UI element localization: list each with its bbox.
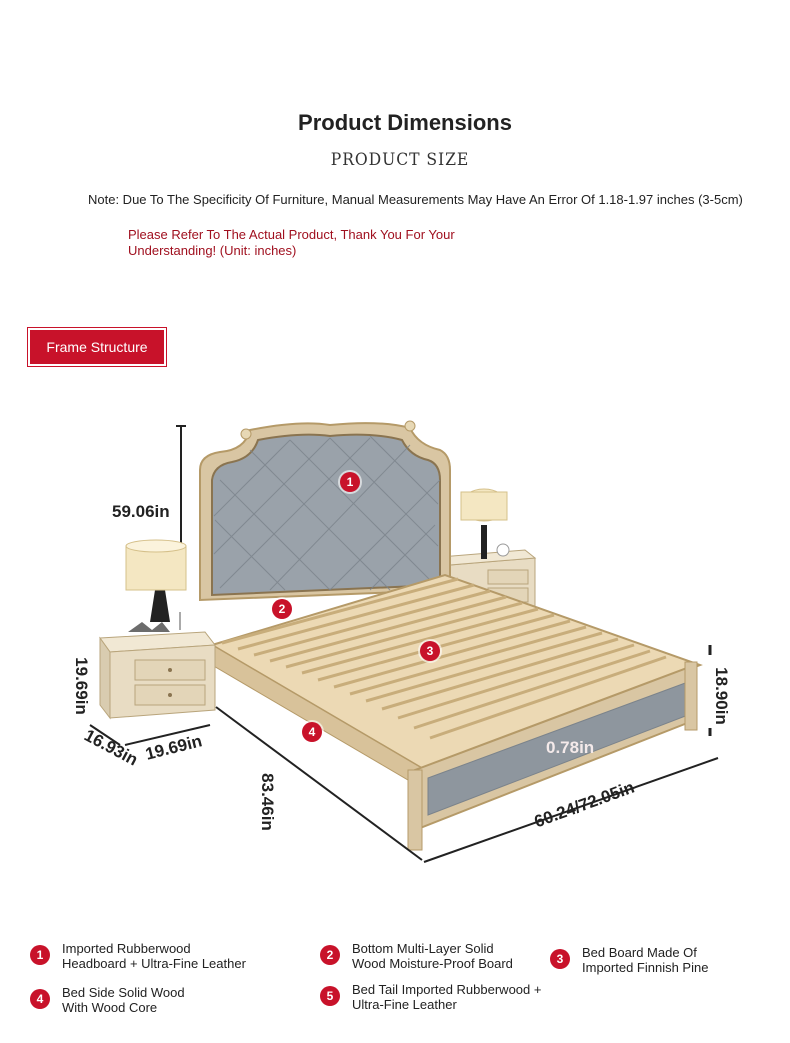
legend-5-line-2: Ultra-Fine Leather	[352, 997, 457, 1012]
legend-item-5	[320, 982, 541, 1012]
page-title: Product Dimensions	[298, 110, 512, 135]
nightstand-depth-label: 16.93in	[81, 725, 141, 770]
marker-1: 1	[340, 472, 360, 492]
legend-marker-3: 3	[550, 949, 570, 969]
marker-3: 3	[420, 641, 440, 661]
reference-note-line-2: Understanding! (Unit: inches)	[128, 243, 297, 258]
legend-3-line-2: Imported Finnish Pine	[582, 960, 709, 975]
legend-marker-4: 4	[30, 989, 50, 1009]
headboard	[200, 421, 450, 600]
footboard-height-label: 18.90in	[711, 667, 731, 725]
legend-item-2	[320, 941, 513, 971]
legend-marker-2: 2	[320, 945, 340, 965]
nightstand-width-label: 19.69in	[143, 731, 204, 764]
legend-2-line-2: Wood Moisture-Proof Board	[352, 956, 513, 971]
marker-2: 2	[272, 599, 292, 619]
headboard-height-label: 59.06in	[112, 502, 170, 521]
frame-structure-label: Frame Structure	[30, 330, 164, 364]
left-nightstand	[100, 540, 215, 718]
bed-width-label: 60.24/72.05in	[531, 777, 637, 832]
legend-2-line-1: Bottom Multi-Layer Solid	[352, 941, 494, 956]
bed-illustration	[0, 400, 790, 900]
legend-5-line-1: Bed Tail Imported Rubberwood +	[352, 982, 542, 997]
frame-structure-button[interactable]	[27, 327, 167, 367]
legend-item-3	[550, 945, 708, 975]
page-subtitle: PRODUCT SIZE	[330, 150, 470, 170]
reference-note-line-1: Please Refer To The Actual Product, Thank You For Your	[128, 227, 455, 242]
legend-1-line-1: Imported Rubberwood	[62, 941, 191, 956]
legend-4-line-1: Bed Side Solid Wood	[62, 985, 185, 1000]
reference-note	[128, 227, 528, 259]
legend-marker-1: 1	[30, 945, 50, 965]
legend-marker-5: 5	[320, 986, 340, 1006]
legend-4-line-2: With Wood Core	[62, 1000, 158, 1015]
bed-length-label: 83.46in	[257, 773, 277, 831]
slat-thickness-label: 0.78in	[546, 738, 595, 757]
nightstand-height-label: 19.69in	[71, 657, 91, 715]
legend-1-line-2: Headboard + Ultra-Fine Leather	[62, 956, 246, 971]
legend-item-1	[30, 941, 246, 971]
legend-3-line-1: Bed Board Made Of	[582, 945, 697, 960]
measurement-note: Note: Due To The Specificity Of Furniture, Manual Measurements May Have An Error Of 1.18-1.97 inches (3-5cm)	[88, 192, 743, 207]
marker-4: 4	[302, 722, 322, 742]
legend-item-4	[30, 985, 185, 1015]
